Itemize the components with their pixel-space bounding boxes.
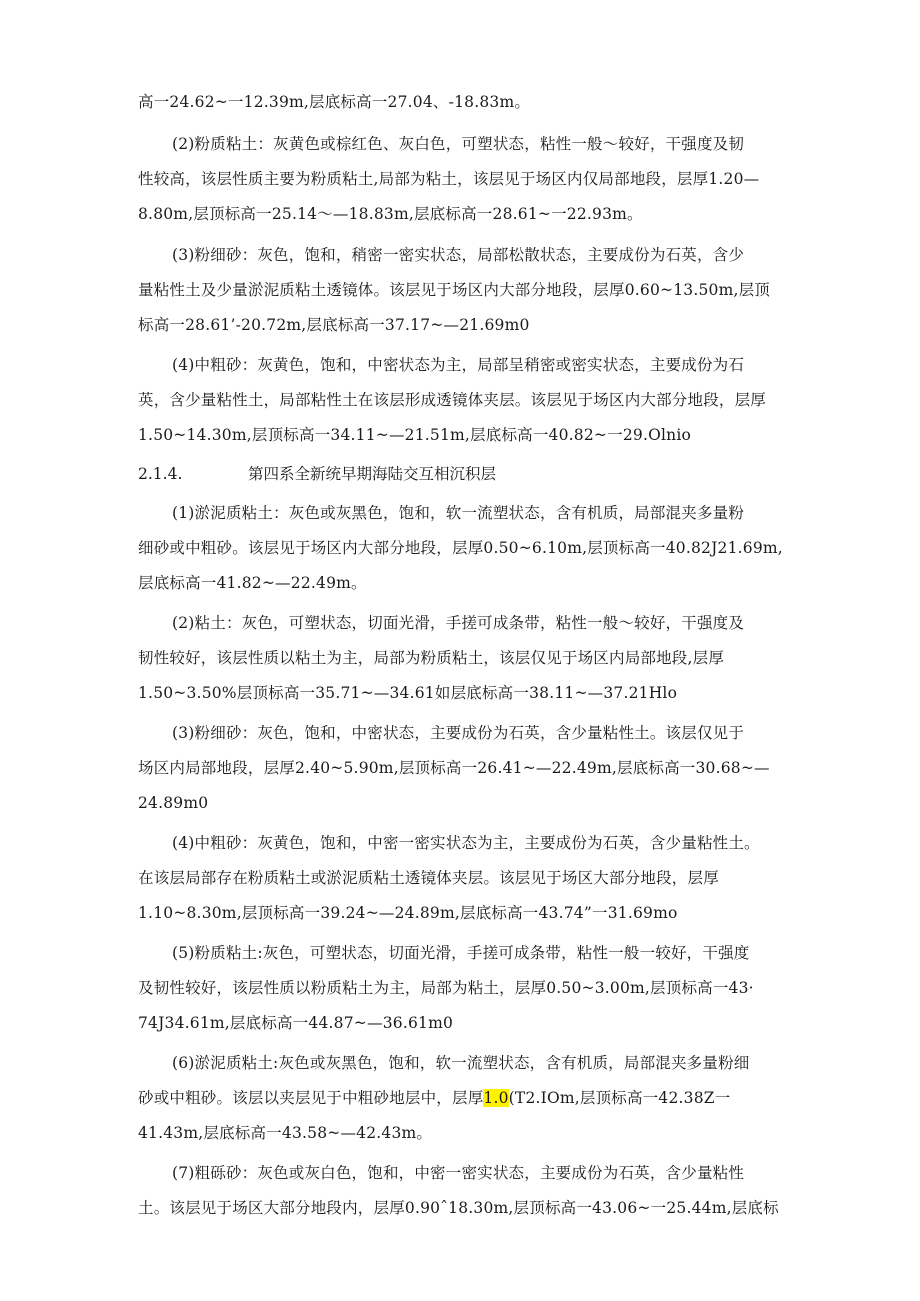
- paragraph-first-line: (2)粉质粘土：灰黄色或棕红色、灰白色，可塑状态，粘性一般～较好，干强度及韧: [172, 135, 745, 153]
- text-line: 高一24.62~一12.39m,层底标高一27.04、-18.83m。: [138, 93, 531, 111]
- paragraph-first-line: (3)粉细砂：灰色，饱和，稍密一密实状态，局部松散状态，主要成份为石英，含少: [172, 246, 745, 264]
- text-line: 量粘性土及少量淤泥质粘土透镜体。该层见于场区内大部分地段，层厚0.60~13.50m,层顶: [138, 281, 770, 299]
- paragraph-first-line: (3)粉细砂：灰色，饱和，中密状态，主要成份为石英，含少量粘性土。该层仅见于: [172, 724, 745, 742]
- text-line: 英，含少量粘性土，局部粘性土在该层形成透镜体夹层。该层见于场区内大部分地段，层厚: [138, 391, 767, 409]
- paragraph-first-line: (7)粗砾砂：灰色或灰白色，饱和，中密一密实状态，主要成份为石英，含少量粘性: [172, 1164, 745, 1182]
- paragraph-first-line: (4)中粗砂：灰黄色，饱和，中密状态为主，局部呈稍密或密实状态，主要成份为石: [172, 356, 745, 374]
- paragraph-first-line: (5)粉质粘土:灰色，可塑状态，切面光滑，手搓可成条带，粘性一般一较好，干强度: [172, 944, 750, 962]
- paragraph-first-line: (2)粘土：灰色，可塑状态，切面光滑，手搓可成条带，粘性一般～较好，干强度及: [172, 614, 745, 632]
- highlighted-text-line: [138, 1088, 730, 1108]
- text-line: 性较高，该层性质主要为粉质粘土,局部为粘土，该层见于场区内仅局部地段，层厚1.20—: [138, 170, 760, 188]
- text-line: 24.89m0: [138, 794, 209, 812]
- highlighted-text: 1.0: [483, 1089, 509, 1107]
- text-line: 及韧性较好，该层性质以粉质粘土为主，局部为粘土，层厚0.50~3.00m,层顶标高一43·: [138, 979, 754, 997]
- section-number: 2.1.4.: [138, 465, 183, 483]
- text-segment: (T2.IOm,层顶标高一42.38Z一: [508, 1089, 731, 1107]
- text-line: 韧性较好，该层性质以粘土为主，局部为粉质粘土，该层仅见于场区内局部地段,层厚: [138, 649, 725, 667]
- paragraph-first-line: (6)淤泥质粘土:灰色或灰黑色，饱和，软一流塑状态，含有机质，局部混夹多量粉细: [172, 1054, 750, 1072]
- text-line: 标高一28.61’-20.72m,层底标高一37.17~—21.69m0: [138, 316, 530, 334]
- text-line: 41.43m,层底标高一43.58~—42.43m。: [138, 1124, 433, 1142]
- text-line: 74J34.61m,层底标高一44.87~—36.61m0: [138, 1014, 454, 1032]
- text-line: 1.10~8.30m,层顶标高一39.24~—24.89m,层底标高一43.74”一31.69mo: [138, 904, 678, 922]
- text-line: 1.50~14.30m,层顶标高一34.11~—21.51m,层底标高一40.82~一29.Olnio: [138, 426, 692, 444]
- text-line: 土。该层见于场区大部分地段内，层厚0.90ˆ18.30m,层顶标高一43.06~一25.44m,层底标: [138, 1199, 779, 1217]
- paragraph-first-line: (4)中粗砂：灰黄色，饱和，中密一密实状态为主，主要成份为石英，含少量粘性土。: [172, 834, 760, 852]
- paragraph-first-line: (1)淤泥质粘土：灰色或灰黑色，饱和，软一流塑状态，含有机质，局部混夹多量粉: [172, 504, 745, 522]
- text-line: 细砂或中粗砂。该层见于场区内大部分地段，层厚0.50~6.10m,层顶标高一40.82J21.69m,: [138, 539, 783, 557]
- section-title: 第四系全新统早期海陆交互相沉积层: [248, 465, 497, 483]
- text-line: 1.50~3.50%层顶标高一35.71~—34.61如层底标高一38.11~—37.21Hlo: [138, 684, 678, 702]
- text-line: 层底标高一41.82~—22.49m。: [138, 574, 367, 592]
- text-line: 场区内局部地段，层厚2.40~5.90m,层顶标高一26.41~—22.49m,层底标高一30.68~—: [138, 759, 770, 777]
- text-line: 8.80m,层顶标高一25.14～—18.83m,层底标高一28.61~一22.93m。: [138, 205, 643, 223]
- text-segment: 砂或中粗砂。该层以夹层见于中粗砂地层中，层厚: [138, 1089, 484, 1107]
- text-line: 在该层局部存在粉质粘土或淤泥质粘土透镜体夹层。该层见于场区大部分地段，层厚: [138, 869, 719, 887]
